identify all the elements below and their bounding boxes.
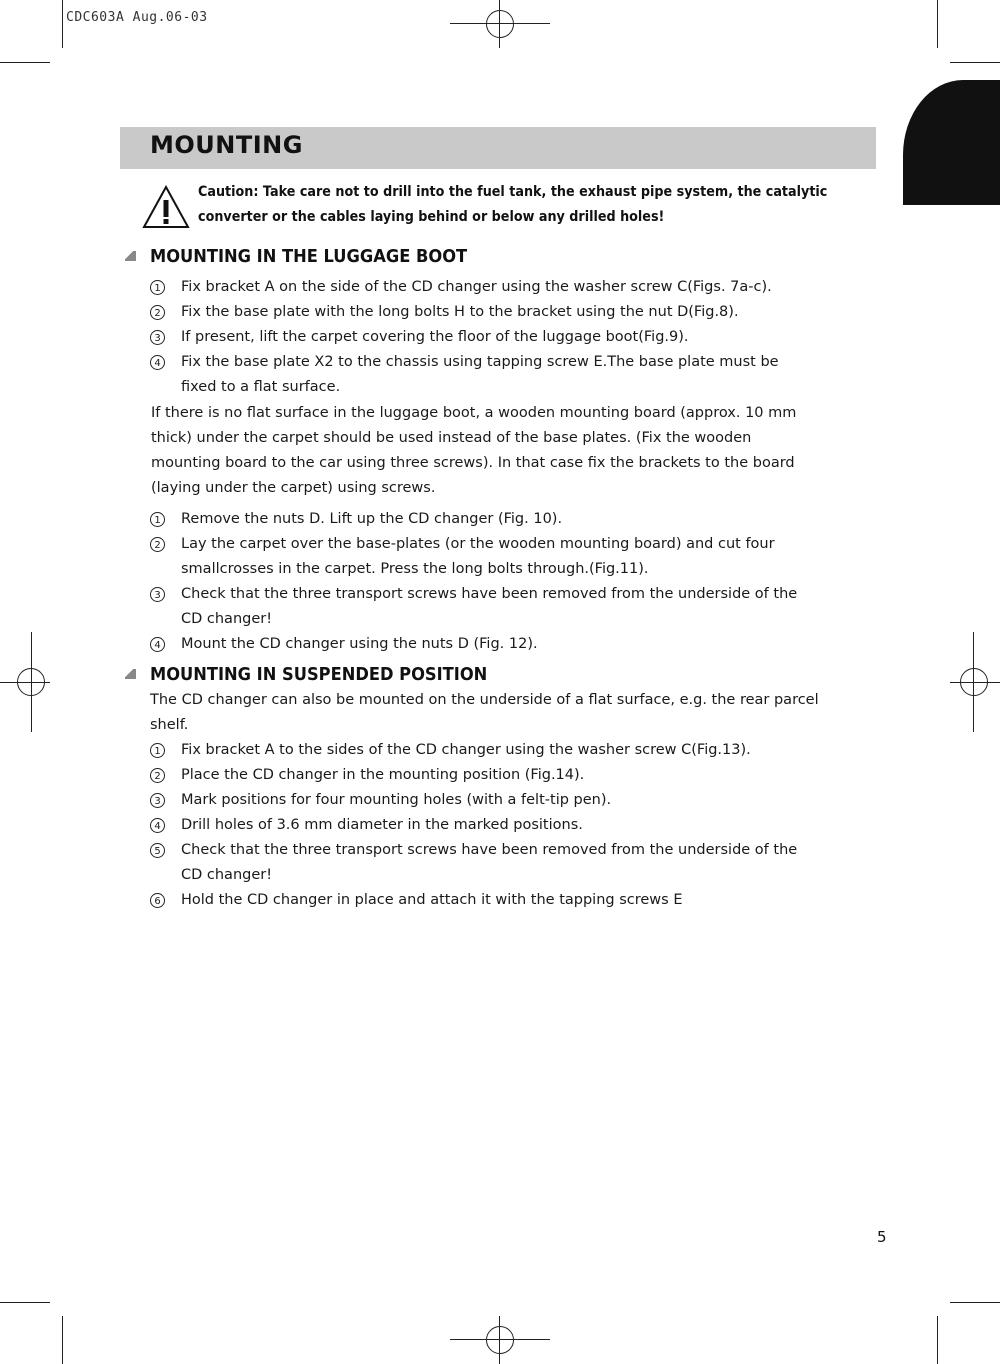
paragraph-line: (laying under the carpet) using screws.	[151, 480, 436, 496]
step-number: 1	[150, 280, 165, 295]
caution-line: Caution: Take care not to drill into the fuel tank, the exhaust pipe system, the catalytic	[198, 184, 828, 200]
crop-mark	[950, 62, 1000, 63]
thumb-tab	[903, 80, 1000, 205]
step-text: Fix bracket A to the sides of the CD changer using the washer screw C(Fig.13).	[181, 742, 751, 758]
list-item	[150, 300, 880, 325]
crop-mark	[937, 0, 938, 48]
section-heading-text: MOUNTING IN THE LUGGAGE BOOT	[150, 247, 468, 267]
crop-mark	[937, 1316, 938, 1364]
paragraph-line: shelf.	[150, 717, 189, 733]
step-text: Fix bracket A on the side of the CD changer using the washer screw C(Figs. 7a-c).	[181, 279, 772, 295]
list-item	[150, 788, 880, 813]
list-item	[150, 350, 880, 400]
step-text: Mark positions for four mounting holes (with a felt-tip pen).	[181, 792, 612, 808]
section-heading-suspended-position	[125, 665, 513, 685]
list-item	[150, 763, 880, 788]
paragraph	[150, 688, 890, 738]
list-item	[150, 888, 880, 913]
list-item	[150, 813, 880, 838]
paragraph-line: If there is no flat surface in the luggage boot, a wooden mounting board (approx. 10 mm	[151, 405, 797, 421]
step-text: CD changer!	[181, 611, 273, 627]
list-item	[150, 325, 880, 350]
page-number: 5	[877, 1228, 887, 1246]
list-item	[150, 275, 880, 300]
step-text: Fix the base plate with the long bolts H to the bracket using the nut D(Fig.8).	[181, 304, 739, 320]
list-item	[150, 532, 880, 582]
section-marker	[125, 251, 136, 261]
step-number: 6	[150, 893, 165, 908]
warning-icon	[142, 185, 190, 229]
list-item	[150, 582, 880, 632]
step-number: 1	[150, 512, 165, 527]
registration-circle	[486, 1326, 514, 1354]
step-number: 2	[150, 768, 165, 783]
registration-circle	[486, 10, 514, 38]
caution-text	[198, 180, 902, 230]
crop-mark	[62, 0, 63, 48]
list-item	[150, 632, 880, 657]
step-number: 4	[150, 637, 165, 652]
step-number: 5	[150, 843, 165, 858]
list-item	[150, 507, 880, 532]
page-title: MOUNTING	[150, 131, 303, 159]
step-text: Check that the three transport screws have been removed from the underside of the	[181, 842, 798, 858]
title-bar	[120, 127, 876, 169]
step-text: CD changer!	[181, 867, 273, 883]
step-number: 2	[150, 305, 165, 320]
crop-mark	[950, 1302, 1000, 1303]
step-number: 3	[150, 330, 165, 345]
step-text: Fix the base plate X2 to the chassis using tapping screw E.The base plate must be	[181, 354, 779, 370]
step-number: 4	[150, 818, 165, 833]
crop-mark	[62, 1316, 63, 1364]
section-heading-luggage-boot	[125, 247, 491, 267]
step-text: If present, lift the carpet covering the floor of the luggage boot(Fig.9).	[181, 329, 689, 345]
step-number: 4	[150, 355, 165, 370]
step-text: Check that the three transport screws have been removed from the underside of the	[181, 586, 798, 602]
paragraph	[151, 401, 871, 501]
step-text: Remove the nuts D. Lift up the CD changer (Fig. 10).	[181, 511, 563, 527]
step-text: smallcrosses in the carpet. Press the long bolts through.(Fig.11).	[181, 561, 649, 577]
list-item	[150, 738, 880, 763]
paragraph-line: The CD changer can also be mounted on the underside of a flat surface, e.g. the rear parcel	[150, 692, 819, 708]
paragraph-line: thick) under the carpet should be used instead of the base plates. (Fix the wooden	[151, 430, 752, 446]
step-text: Hold the CD changer in place and attach it with the tapping screws E	[181, 892, 683, 908]
step-text: Lay the carpet over the base-plates (or the wooden mounting board) and cut four	[181, 536, 775, 552]
crop-mark	[0, 62, 50, 63]
print-code: CDC603A Aug.06-03	[66, 10, 208, 25]
step-number: 1	[150, 743, 165, 758]
registration-circle	[17, 668, 45, 696]
step-number: 2	[150, 537, 165, 552]
section-heading-text: MOUNTING IN SUSPENDED POSITION	[150, 665, 488, 685]
section-marker	[125, 669, 136, 679]
list-item	[150, 838, 880, 888]
paragraph-line: mounting board to the car using three screws). In that case fix the brackets to the board	[151, 455, 795, 471]
step-number: 3	[150, 587, 165, 602]
registration-circle	[960, 668, 988, 696]
step-text: Drill holes of 3.6 mm diameter in the marked positions.	[181, 817, 583, 833]
step-text: fixed to a flat surface.	[181, 379, 341, 395]
step-text: Place the CD changer in the mounting position (Fig.14).	[181, 767, 585, 783]
crop-mark	[0, 1302, 50, 1303]
step-number: 3	[150, 793, 165, 808]
step-text: Mount the CD changer using the nuts D (Fig. 12).	[181, 636, 538, 652]
caution-line: converter or the cables laying behind or below any drilled holes!	[198, 209, 665, 225]
